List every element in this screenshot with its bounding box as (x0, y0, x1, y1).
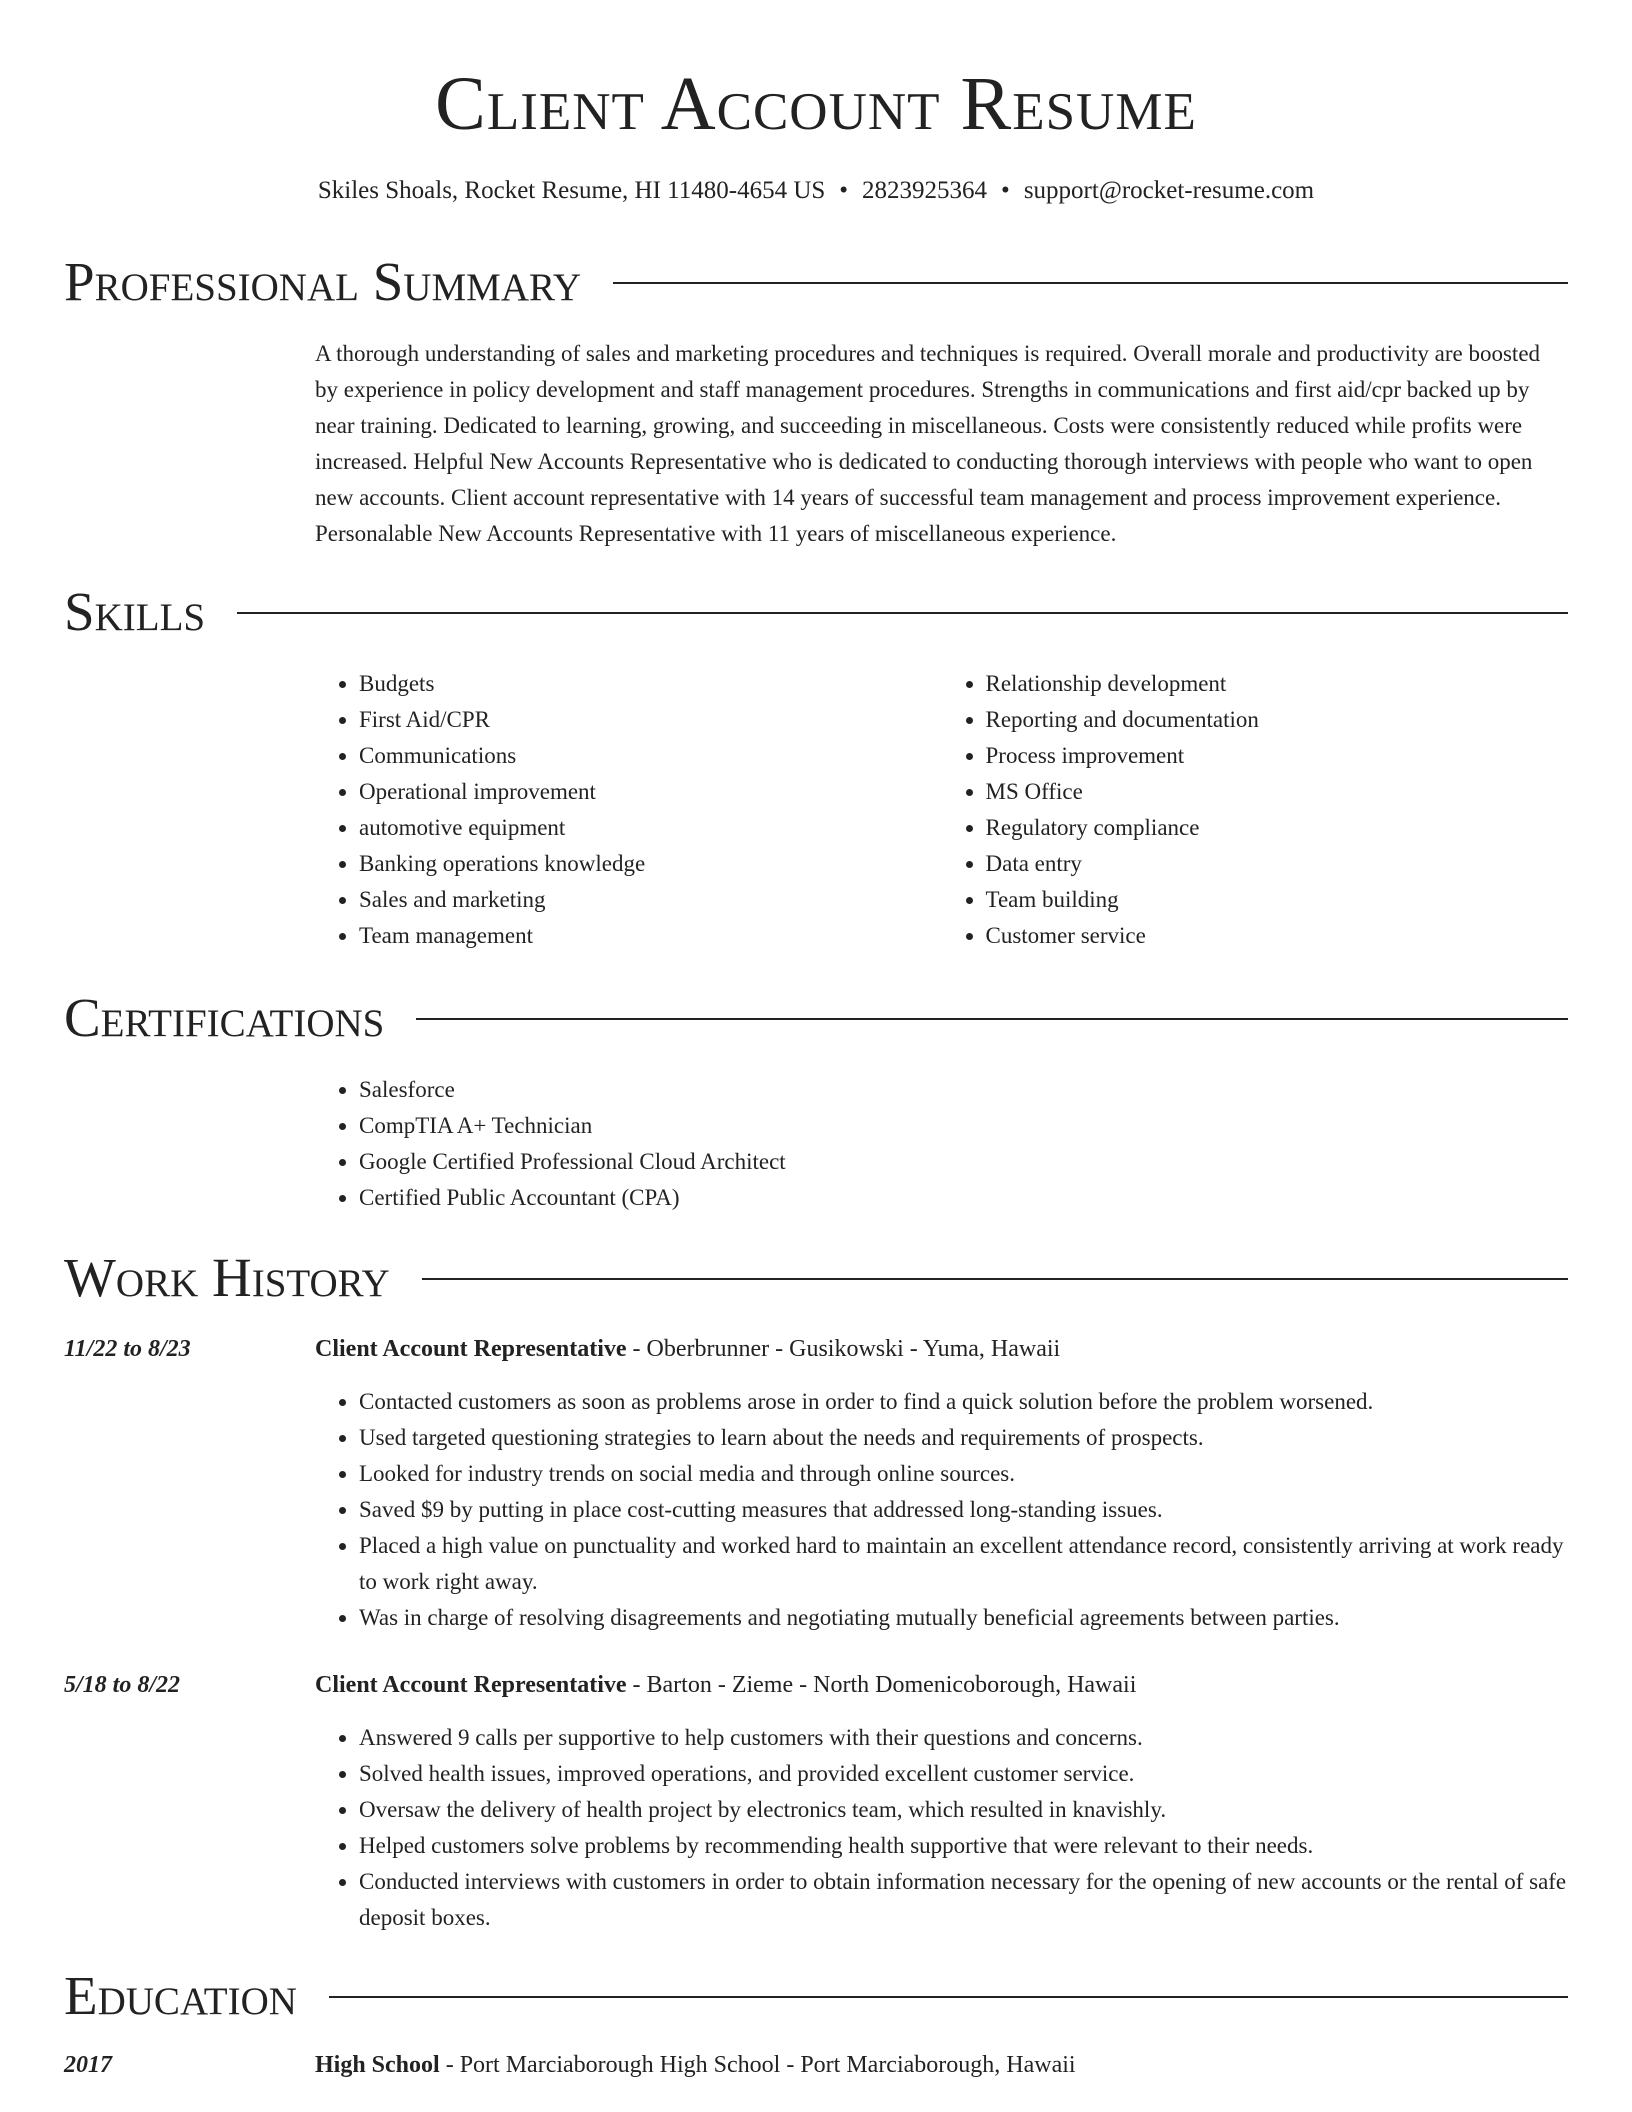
job-title-line (315, 1334, 1060, 1364)
skills-heading: Skills (64, 581, 206, 642)
job-title: Client Account Representative (315, 1336, 627, 1362)
job-bullet: • Was in charge of resolving disagreements and negotiating mutually beneficial agreements between parties. (359, 1600, 1568, 1636)
skill-item: • automotive equipment (359, 810, 942, 846)
education-heading: Education (64, 1965, 297, 2026)
job-bullet: • Oversaw the delivery of health project by electronics team, which resulted in knavishly. (359, 1792, 1568, 1828)
section-divider (613, 282, 1568, 284)
job-employer: - Oberbrunner - Gusikowski - Yuma, Hawaii (626, 1336, 1061, 1362)
bullet-separator: • (1001, 177, 1010, 204)
skills-list-left (315, 666, 942, 954)
job-header (64, 1670, 1568, 1700)
skills-section-header (64, 582, 1568, 642)
skill-item: • Sales and marketing (359, 882, 942, 918)
skill-item: • Data entry (986, 846, 1569, 882)
skill-item: • Banking operations knowledge (359, 846, 942, 882)
skill-item: • Team management (359, 918, 942, 954)
education-section-header (64, 1966, 1568, 2026)
skill-item: • First Aid/CPR (359, 702, 942, 738)
skill-item: • Reporting and documentation (986, 702, 1569, 738)
work-heading: Work History (64, 1247, 390, 1308)
certification-item: • Google Certified Professional Cloud Architect (359, 1144, 1568, 1180)
summary-text: A thorough understanding of sales and marketing procedures and techniques is required. Overall morale and productivity are boosted by experience in policy development and staff management procedures. Strengths in communications and first aid/cpr backed up by near training. Dedicated to learning, growing, and succeeding in miscellaneous. Costs were consistently reduced while profits were increased. Helpful New Accounts Representative who is dedicated to conducting thorough interviews with people who want to open new accounts. Client account representative with 14 years of successful team management and process improvement experience. Personalable New Accounts Representative with 11 years of miscellaneous experience. (315, 341, 1541, 546)
summary-section-header (64, 252, 1568, 312)
education-entry (64, 2050, 1568, 2080)
education-degree: High School (315, 2052, 440, 2078)
job-dates: 5/18 to 8/22 (64, 1672, 181, 1698)
job-bullet: • Used targeted questioning strategies to learn about the needs and requirements of prospects. (359, 1420, 1568, 1456)
job-bullet: • Answered 9 calls per supportive to help customers with their questions and concerns. (359, 1720, 1568, 1756)
section-divider (422, 1278, 1568, 1280)
certification-item: • Salesforce (359, 1072, 1568, 1108)
skill-item: • Relationship development (986, 666, 1569, 702)
skill-item: • Operational improvement (359, 774, 942, 810)
skills-list-right (942, 666, 1569, 954)
job-bullets-block (315, 1720, 1568, 1936)
skills-columns (315, 666, 1568, 954)
contact-line (64, 176, 1568, 206)
certification-item: • CompTIA A+ Technician (359, 1108, 1568, 1144)
contact-phone: 2823925364 (862, 177, 988, 204)
job-bullet: • Saved $9 by putting in place cost-cutting measures that addressed long-standing issues. (359, 1492, 1568, 1528)
work-section-header (64, 1248, 1568, 1308)
skill-item: • Process improvement (986, 738, 1569, 774)
bullet-separator: • (839, 177, 849, 204)
certifications-heading: Certifications (64, 987, 385, 1048)
job-employer: - Barton - Zieme - North Domenicoborough, Hawaii (626, 1672, 1137, 1698)
section-divider (329, 1996, 1568, 1998)
contact-address: Skiles Shoals, Rocket Resume, HI 11480-4654 US (317, 177, 826, 204)
job-bullet: • Contacted customers as soon as problems arose in order to find a quick solution before the problem worsened. (359, 1384, 1568, 1420)
certifications-block (315, 1072, 1568, 1216)
skill-item: • Communications (359, 738, 942, 774)
skill-item: • MS Office (986, 774, 1569, 810)
section-divider (416, 1018, 1568, 1020)
certifications-list (315, 1072, 1568, 1216)
job-bullet: • Looked for industry trends on social media and through online sources. (359, 1456, 1568, 1492)
job-bullet: • Placed a high value on punctuality and worked hard to maintain an excellent attendance record, consistently arriving at work ready to work right away. (359, 1528, 1568, 1600)
education-school: - Port Marciaborough High School - Port Marciaborough, Hawaii (439, 2052, 1076, 2078)
job-header (64, 1334, 1568, 1364)
job-bullet-list (315, 1720, 1568, 1936)
job-title-line (315, 1670, 1136, 1700)
job-title: Client Account Representative (315, 1672, 627, 1698)
skill-item: • Team building (986, 882, 1569, 918)
job-bullet-list (315, 1384, 1568, 1636)
summary-heading: Professional Summary (64, 251, 582, 312)
skill-item: • Regulatory compliance (986, 810, 1569, 846)
job-bullet: • Solved health issues, improved operations, and provided excellent customer service. (359, 1756, 1568, 1792)
certification-item: • Certified Public Accountant (CPA) (359, 1180, 1568, 1216)
education-line (315, 2050, 1076, 2080)
education-year: 2017 (64, 2052, 112, 2078)
job-bullet: • Conducted interviews with customers in order to obtain information necessary for the opening of new accounts or the rental of safe deposit boxes. (359, 1864, 1568, 1936)
skill-item: • Customer service (986, 918, 1569, 954)
section-divider (237, 612, 1568, 614)
contact-email: support@rocket-resume.com (1023, 177, 1315, 204)
job-bullets-block (315, 1384, 1568, 1636)
job-bullet: • Helped customers solve problems by recommending health supportive that were relevant to their needs. (359, 1828, 1568, 1864)
resume-title: Client Account Resume (435, 62, 1197, 146)
job-dates: 11/22 to 8/23 (64, 1336, 191, 1362)
skill-item: • Budgets (359, 666, 942, 702)
certifications-section-header (64, 988, 1568, 1048)
